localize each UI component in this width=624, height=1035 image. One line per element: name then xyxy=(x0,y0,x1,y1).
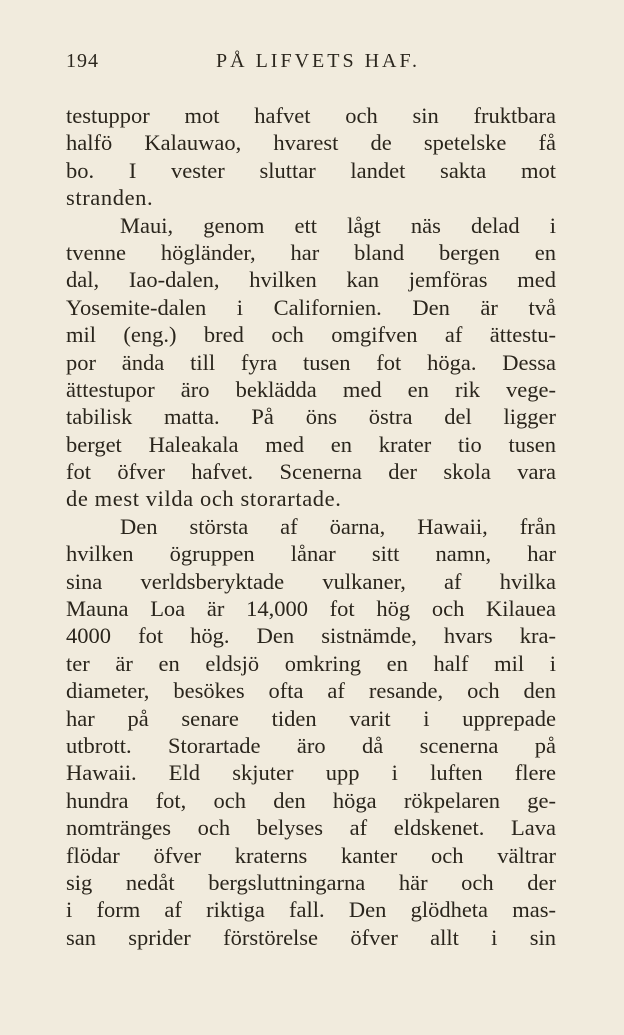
text-line: Hawaii. Eld skjuter upp i luften flere xyxy=(66,760,556,786)
text-line: nomtränges och belyses af eldskenet. Lava xyxy=(66,815,556,841)
text-line: hvilken ögruppen lånar sitt namn, har xyxy=(66,541,556,567)
running-head: PÅ LIFVETS HAF. xyxy=(216,50,420,72)
text-line: Den största af öarna, Hawaii, från xyxy=(120,513,556,539)
text-line: dal, Iao-dalen, hvilken kan jemföras med xyxy=(66,267,556,293)
body-text xyxy=(66,102,556,951)
text-line: i form af riktiga fall. Den glödheta mas- xyxy=(66,897,556,923)
text-line: har på senare tiden varit i upprepade xyxy=(66,705,556,731)
text-line: hundra fot, och den höga rökpelaren ge- xyxy=(66,787,556,813)
text-line: bo. I vester sluttar landet sakta mot xyxy=(66,157,556,183)
text-line: testuppor mot hafvet och sin fruktbara xyxy=(66,103,556,128)
text-line: berget Haleakala med en krater tio tusen xyxy=(66,431,556,457)
page-header xyxy=(66,50,556,78)
text-line: ättestupor äro beklädda med en rik vege- xyxy=(66,376,556,402)
text-line: flödar öfver kraterns kanter och vältrar xyxy=(66,842,556,868)
text-line: de mest vilda och storartade. xyxy=(66,486,342,512)
text-line: Yosemite-dalen i Californien. Den är två xyxy=(66,294,556,320)
text-line: Maui, genom ett lågt näs delad i xyxy=(120,212,556,238)
text-line: halfö Kalauwao, hvarest de spetelske få xyxy=(66,130,556,156)
text-line: tabilisk matta. På öns östra del ligger xyxy=(66,404,556,430)
text-line: diameter, besökes ofta af resande, och den xyxy=(66,678,556,704)
page-number: 194 xyxy=(66,50,99,72)
text-line: ter är en eldsjö omkring en half mil i xyxy=(66,650,556,676)
text-line: mil (eng.) bred och omgifven af ättestu- xyxy=(66,322,556,348)
text-line: san sprider förstörelse öfver allt i sin xyxy=(66,924,556,950)
text-line: utbrott. Storartade äro då scenerna på xyxy=(66,732,556,758)
text-line: tvenne högländer, har bland bergen en xyxy=(66,239,556,265)
text-line: sig nedåt bergsluttningarna här och der xyxy=(66,869,556,895)
text-line: 4000 fot hög. Den sistnämde, hvars kra- xyxy=(66,623,556,649)
text-line: sina verldsberyktade vulkaner, af hvilka xyxy=(66,568,556,594)
text-line: por ända till fyra tusen fot höga. Dessa xyxy=(66,349,556,375)
text-line: stranden. xyxy=(66,185,154,211)
text-line: fot öfver hafvet. Scenerna der skola vara xyxy=(66,459,556,485)
text-line: Mauna Loa är 14,000 fot hög och Kilauea xyxy=(66,596,556,622)
